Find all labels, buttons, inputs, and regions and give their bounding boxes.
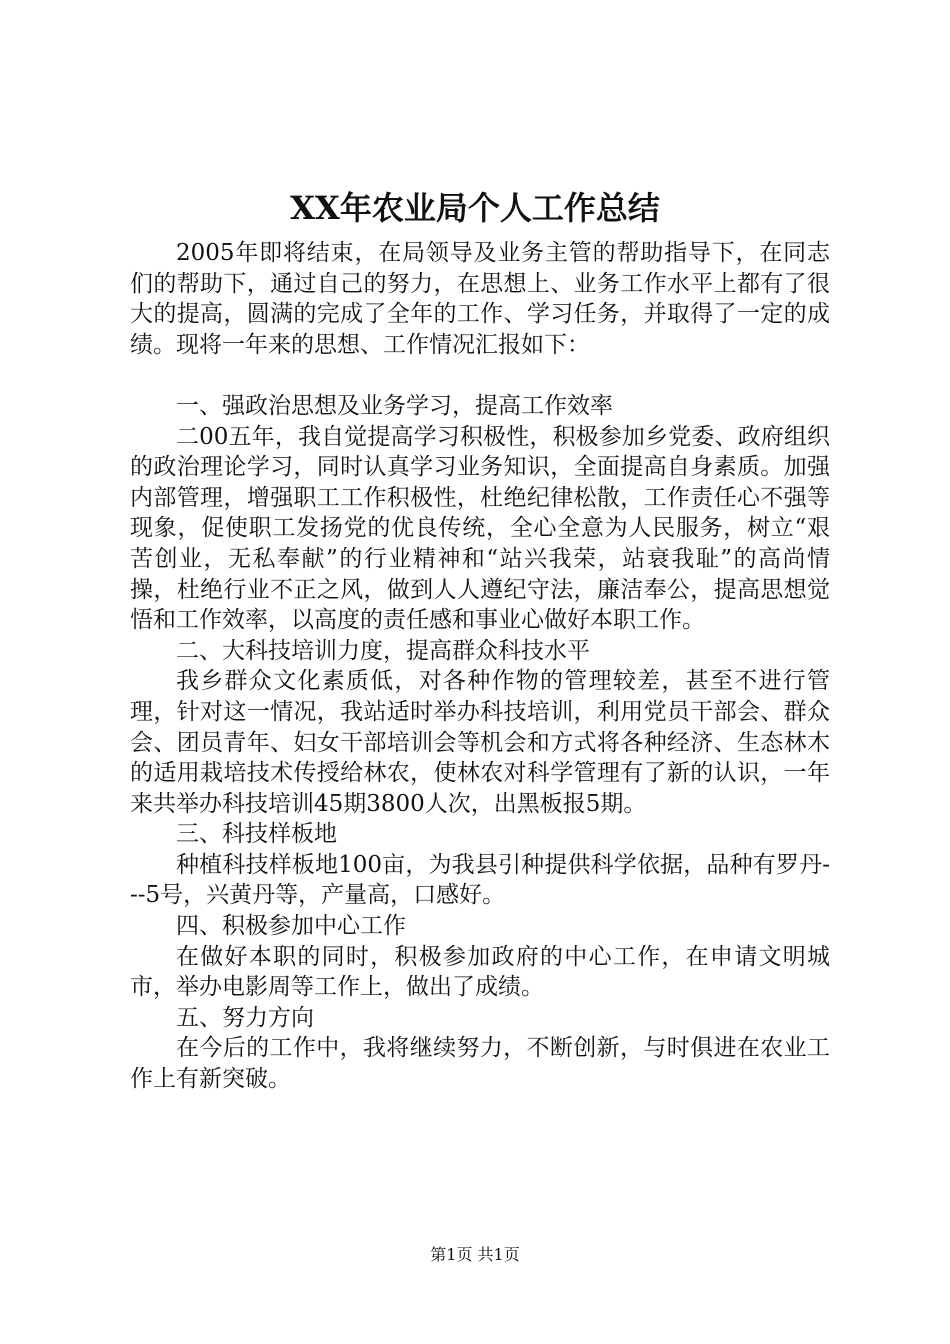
section-4-body: 在做好本职的同时，积极参加政府的中心工作，在申请文明城市，举办电影周等工作上，做出了成绩。 xyxy=(130,943,830,1001)
section-5-body: 在今后的工作中，我将继续努力，不断创新，与时俱进在农业工作上有新突破。 xyxy=(130,1035,830,1093)
paragraph-gap xyxy=(130,360,830,391)
section-5-heading: 五、努力方向 xyxy=(176,1004,314,1031)
section-1-body: 二00五年，我自觉提高学习积极性，积极参加乡党委、政府组织的政治理论学习，同时认真学习业务知识，全面提高自身素质。加强内部管理，增强职工工作积极性，杜绝纪律松散，工作责任心不强等现象，促使职工发扬党的优良传统，全心全意为人民服务，树立“艰苦创业，无私奉献”的行业精神和“站兴我荣，站衰我耻”的高尚情操，杜绝行业不正之风，做到人人遵纪守法，廉洁奉公，提高思想觉悟和工作效率，以高度的责任感和事业心做好本职工作。 xyxy=(130,423,830,634)
section-2-body: 我乡群众文化素质低，对各种作物的管理较差，甚至不进行管理，针对这一情况，我站适时举办科技培训，利用党员干部会、群众会、团员青年、妇女干部培训会等机会和方式将各种经济、生态林木的适用栽培技术传授给林农，使林农对科学管理有了新的认识，一年来共举办科技培训45期3800人次，出黑板报5期。 xyxy=(130,668,830,817)
section-3-heading: 三、科技样板地 xyxy=(176,821,337,848)
section-2-heading: 二、大科技培训力度，提高群众科技水平 xyxy=(176,637,590,664)
section-3-body: 种植科技样板地100亩，为我县引种提供科学依据，品种有罗丹---5号，兴黄丹等，产量高，口感好。 xyxy=(130,851,830,909)
intro-paragraph: 2005年即将结束，在局领导及业务主管的帮助指导下，在同志们的帮助下，通过自己的努力，在思想上、业务工作水平上都有了很大的提高，圆满的完成了全年的工作、学习任务，并取得了一定的成绩。现将一年来的思想、工作情况汇报如下： xyxy=(130,240,830,358)
document-title: XX年农业局个人工作总结 xyxy=(290,189,660,227)
section-1-heading: 一、强政治思想及业务学习，提高工作效率 xyxy=(176,392,613,419)
section-4-heading: 四、积极参加中心工作 xyxy=(176,913,406,940)
document-body xyxy=(130,238,830,1095)
page-footer: 第1页 共1页 xyxy=(430,1245,520,1264)
